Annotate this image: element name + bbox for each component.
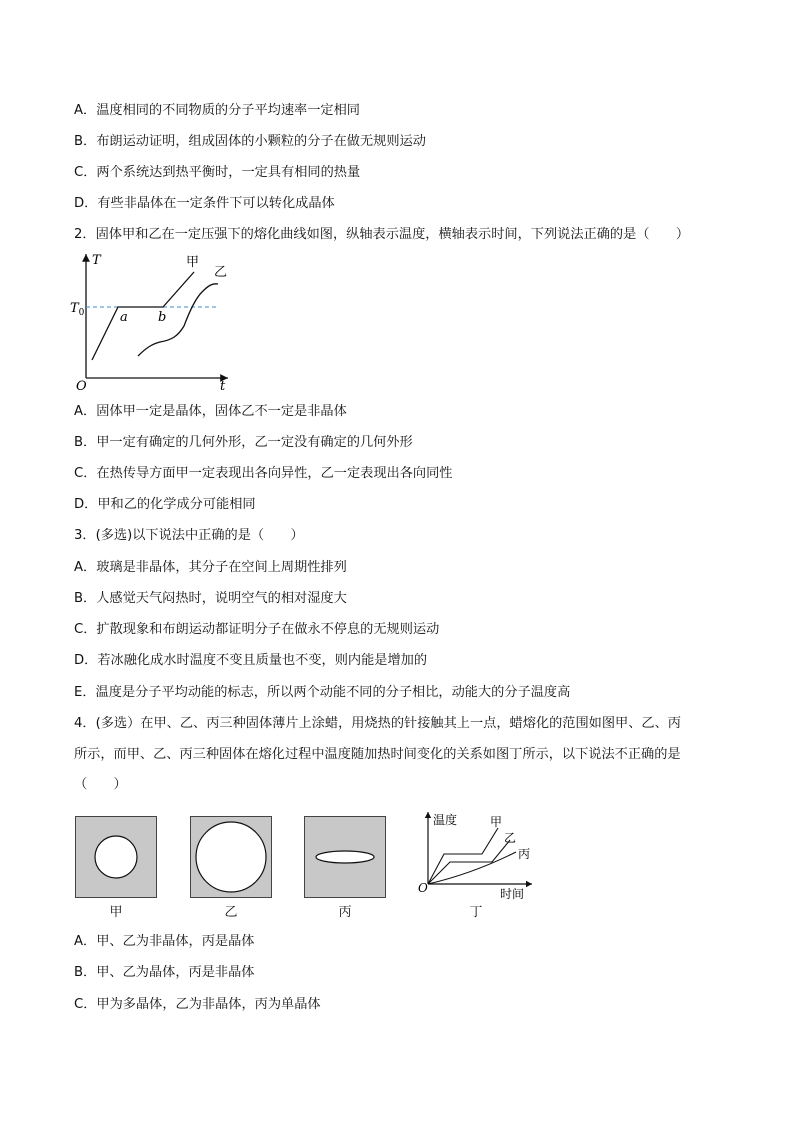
q4-graph-label-yi: 乙 [504, 831, 517, 845]
q4-caption-bing: 丙 [338, 905, 352, 920]
q1-option-d: D．有些非晶体在一定条件下可以转化成晶体 [74, 196, 335, 211]
q2-y-axis-label: T [92, 253, 101, 268]
q2-curve-yi [138, 284, 218, 356]
q4-plate-jia [75, 816, 157, 898]
q2-option-c: C．在热传导方面甲一定表现出各向异性，乙一定表现出各向同性 [74, 466, 453, 481]
q4-plate-yi-melt-circle [196, 822, 266, 892]
q2-melting-curve-figure [68, 248, 238, 394]
q4-stem-line1: 4．(多选）在甲、乙、丙三种固体薄片上涂蜡，用烧热的针接触其上一点，蜡熔化的范围如图甲、乙、丙 [74, 716, 681, 731]
q1-option-a: A．温度相同的不同物质的分子平均速率一定相同 [74, 103, 360, 118]
q2-point-b: b [158, 310, 167, 325]
q4-caption-ding: 丁 [469, 905, 483, 920]
q3-option-c: C．扩散现象和布朗运动都证明分子在做永不停息的无规则运动 [74, 622, 440, 637]
q2-curve-jia-label: 甲 [186, 255, 200, 270]
q2-option-a: A．固体甲一定是晶体，固体乙不一定是非晶体 [74, 404, 347, 419]
q3-option-b: B．人感觉天气闷热时，说明空气的相对湿度大 [74, 591, 347, 606]
q2-stem: 2．固体甲和乙在一定压强下的熔化曲线如图，纵轴表示温度，横轴表示时间，下列说法正确的是（ ） [74, 227, 690, 242]
q4-plate-bing-melt-ellipse [316, 851, 374, 863]
q4-graph-curve-bing [428, 852, 516, 884]
q4-temperature-time-graph [414, 808, 540, 902]
q2-t0-label: $T_0$ [70, 301, 85, 318]
q4-option-b: B．甲、乙为晶体，丙是非晶体 [74, 965, 255, 980]
q4-graph-curve-jia [428, 828, 498, 884]
q4-graph-x-label: 时间 [500, 887, 525, 901]
q4-graph-origin: O [418, 881, 428, 895]
q2-curve-yi-label: 乙 [214, 265, 228, 280]
q4-caption-yi: 乙 [224, 905, 238, 920]
q2-point-a: a [120, 310, 128, 325]
q2-option-b: B．甲一定有确定的几何外形，乙一定没有确定的几何外形 [74, 435, 413, 450]
q4-graph-label-bing: 丙 [518, 847, 531, 861]
q4-plate-jia-melt-circle [95, 836, 137, 878]
q3-option-e: E．温度是分子平均动能的标志，所以两个动能不同的分子相比，动能大的分子温度高 [74, 685, 571, 700]
q1-option-b: B．布朗运动证明，组成固体的小颗粒的分子在做无规则运动 [74, 134, 426, 149]
q4-option-a: A．甲、乙为非晶体，丙是晶体 [74, 934, 255, 949]
q3-option-d: D．若冰融化成水时温度不变且质量也不变，则内能是增加的 [74, 653, 428, 668]
q3-stem: 3．(多选)以下说法中正确的是（ ） [74, 528, 304, 543]
q4-stem-line2: 所示，而甲、乙、丙三种固体在熔化过程中温度随加热时间变化的关系如图丁所示，以下说法不正确的是 [74, 747, 681, 762]
q3-option-a: A．玻璃是非晶体，其分子在空间上周期性排列 [74, 560, 347, 575]
q2-origin-label: O [76, 379, 87, 394]
q4-plate-bing [304, 816, 386, 898]
q2-option-d: D．甲和乙的化学成分可能相同 [74, 497, 256, 512]
q4-graph-label-jia: 甲 [490, 815, 503, 829]
q4-stem-line3: （ ） [74, 777, 127, 792]
q2-curve-jia [92, 272, 194, 360]
q4-caption-jia: 甲 [109, 905, 123, 920]
q2-x-axis-label: t [220, 379, 226, 394]
q4-option-c: C．甲为多晶体，乙为非晶体，丙为单晶体 [74, 997, 321, 1012]
q1-option-c: C．两个系统达到热平衡时，一定具有相同的热量 [74, 165, 361, 180]
q4-graph-y-label: 温度 [433, 813, 458, 827]
q4-plate-yi [190, 816, 272, 898]
